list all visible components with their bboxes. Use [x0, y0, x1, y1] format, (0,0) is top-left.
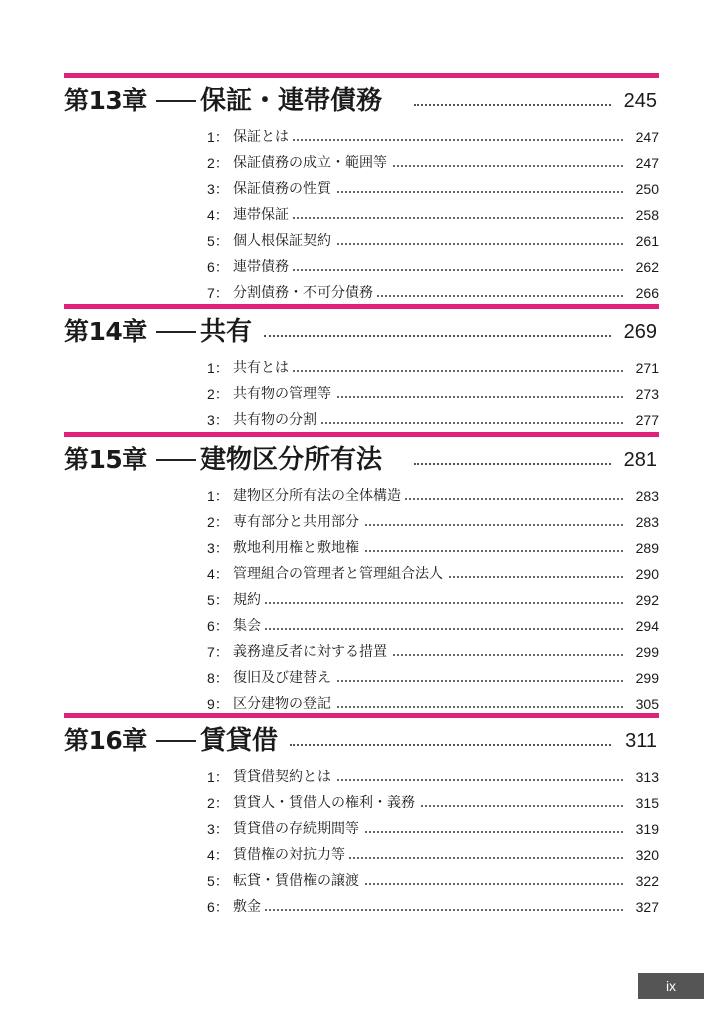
chapter-heading[interactable]	[64, 725, 659, 759]
leader-dots	[237, 628, 623, 630]
section-title: 賃借権の対抗力等	[233, 842, 349, 868]
chapter-heading[interactable]	[64, 85, 659, 119]
section-number: 6：	[207, 618, 229, 634]
leader-dots	[237, 217, 623, 219]
section-title: 義務違反者に対する措置	[233, 639, 391, 665]
toc-entry[interactable]	[207, 842, 659, 868]
section-number: 5：	[207, 233, 229, 249]
section-title: 賃貸人・賃借人の権利・義務	[233, 790, 419, 816]
toc-entry[interactable]	[207, 280, 659, 306]
toc-entry[interactable]	[207, 381, 659, 407]
chapter-number: 第13章	[64, 86, 147, 115]
section-number: 3：	[207, 540, 229, 556]
section-page: 327	[632, 894, 659, 920]
section-title: 賃貸借契約とは	[233, 764, 335, 790]
section-number: 7：	[207, 644, 229, 660]
section-number: 4：	[207, 566, 229, 582]
chapter-rule	[64, 304, 659, 309]
section-number: 6：	[207, 259, 229, 275]
toc-entry[interactable]	[207, 816, 659, 842]
section-title: 共有物の管理等	[233, 381, 335, 407]
leader-dots	[264, 335, 611, 337]
section-title: 建物区分所有法の全体構造	[233, 483, 405, 509]
section-page: 294	[632, 613, 659, 639]
section-title: 敷金	[233, 894, 265, 920]
chapter-title: 保証・連帯債務	[200, 85, 386, 117]
toc-entry[interactable]	[207, 509, 659, 535]
chapter-heading[interactable]	[64, 316, 659, 350]
toc-entry[interactable]	[207, 176, 659, 202]
section-title: 専有部分と共用部分	[233, 509, 363, 535]
section-list	[207, 124, 659, 306]
section-page: 261	[632, 228, 659, 254]
section-page: 299	[632, 665, 659, 691]
section-number: 4：	[207, 847, 229, 863]
chapter-dash	[156, 100, 196, 102]
section-title: 保証とは	[233, 124, 293, 150]
section-title: 敷地利用権と敷地権	[233, 535, 363, 561]
section-number: 4：	[207, 207, 229, 223]
section-number: 5：	[207, 592, 229, 608]
section-list	[207, 764, 659, 920]
chapter-number: 第15章	[64, 445, 147, 474]
section-title: 連帯保証	[233, 202, 293, 228]
section-title: 転貸・賃借権の譲渡	[233, 868, 363, 894]
section-list	[207, 355, 659, 433]
section-number: 5：	[207, 873, 229, 889]
toc-entry[interactable]	[207, 764, 659, 790]
leader-dots	[237, 602, 623, 604]
toc-entry[interactable]	[207, 868, 659, 894]
toc-entry[interactable]	[207, 407, 659, 433]
section-title: 管理組合の管理者と管理組合法人	[233, 561, 447, 587]
toc-entry[interactable]	[207, 613, 659, 639]
chapter-rule	[64, 432, 659, 437]
section-number: 1：	[207, 769, 229, 785]
section-number: 3：	[207, 181, 229, 197]
chapter-page: 269	[618, 317, 657, 347]
leader-dots	[290, 744, 611, 746]
section-page: 313	[632, 764, 659, 790]
toc-entry[interactable]	[207, 894, 659, 920]
leader-dots	[414, 104, 611, 106]
section-number: 1：	[207, 129, 229, 145]
chapter-rule	[64, 73, 659, 78]
section-number: 8：	[207, 670, 229, 686]
section-page: 250	[632, 176, 659, 202]
chapter-title: 共有	[200, 316, 256, 348]
section-page: 305	[632, 691, 659, 717]
section-page: 320	[632, 842, 659, 868]
section-page: 247	[632, 150, 659, 176]
leader-dots	[237, 370, 623, 372]
section-page: 277	[632, 407, 659, 433]
toc-entry[interactable]	[207, 790, 659, 816]
section-title: 集会	[233, 613, 265, 639]
toc-entry[interactable]	[207, 355, 659, 381]
chapter-number: 第16章	[64, 726, 147, 755]
toc-entry[interactable]	[207, 124, 659, 150]
toc-entry[interactable]	[207, 535, 659, 561]
chapter-page: 245	[618, 86, 657, 116]
section-page: 290	[632, 561, 659, 587]
section-page: 289	[632, 535, 659, 561]
chapter-page: 311	[619, 726, 657, 756]
section-number: 2：	[207, 155, 229, 171]
chapter-dash	[156, 331, 196, 333]
section-title: 保証債務の性質	[233, 176, 335, 202]
chapter-dash	[156, 740, 196, 742]
chapter-title: 建物区分所有法	[200, 444, 386, 476]
section-number: 7：	[207, 285, 229, 301]
section-list	[207, 483, 659, 717]
toc-entry[interactable]	[207, 639, 659, 665]
section-number: 6：	[207, 899, 229, 915]
section-page: 299	[632, 639, 659, 665]
toc-entry[interactable]	[207, 150, 659, 176]
section-page: 266	[632, 280, 659, 306]
section-number: 2：	[207, 386, 229, 402]
section-title: 個人根保証契約	[233, 228, 335, 254]
section-title: 保証債務の成立・範囲等	[233, 150, 391, 176]
section-title: 区分建物の登記	[233, 691, 335, 717]
chapter-title: 賃貸借	[200, 725, 282, 757]
section-page: 322	[632, 868, 659, 894]
chapter-dash	[156, 459, 196, 461]
section-page: 315	[632, 790, 659, 816]
chapter-rule	[64, 713, 659, 718]
section-page: 247	[632, 124, 659, 150]
chapter-page: 281	[618, 445, 657, 475]
leader-dots	[237, 909, 623, 911]
section-page: 283	[632, 509, 659, 535]
section-title: 共有とは	[233, 355, 293, 381]
section-title: 規約	[233, 587, 265, 613]
toc-entry[interactable]	[207, 202, 659, 228]
section-title: 連帯債務	[233, 254, 293, 280]
section-number: 3：	[207, 821, 229, 837]
toc-entry[interactable]	[207, 483, 659, 509]
section-number: 1：	[207, 360, 229, 376]
toc-entry[interactable]	[207, 665, 659, 691]
section-page: 258	[632, 202, 659, 228]
chapter-number: 第14章	[64, 317, 147, 346]
section-page: 319	[632, 816, 659, 842]
leader-dots	[237, 269, 623, 271]
toc-entry[interactable]	[207, 587, 659, 613]
section-page: 292	[632, 587, 659, 613]
section-title: 賃貸借の存続期間等	[233, 816, 363, 842]
leader-dots	[414, 463, 611, 465]
section-page: 273	[632, 381, 659, 407]
section-page: 283	[632, 483, 659, 509]
section-title: 分割債務・不可分債務	[233, 280, 377, 306]
toc-entry[interactable]	[207, 254, 659, 280]
page-number-badge: ix	[638, 973, 704, 999]
section-title: 復旧及び建替え	[233, 665, 335, 691]
chapter-heading[interactable]	[64, 444, 659, 478]
section-number: 3：	[207, 412, 229, 428]
section-number: 2：	[207, 795, 229, 811]
section-page: 271	[632, 355, 659, 381]
toc-entry[interactable]	[207, 228, 659, 254]
toc-entry[interactable]	[207, 561, 659, 587]
section-number: 1：	[207, 488, 229, 504]
section-number: 9：	[207, 696, 229, 712]
section-page: 262	[632, 254, 659, 280]
leader-dots	[237, 139, 623, 141]
section-number: 2：	[207, 514, 229, 530]
section-title: 共有物の分割	[233, 407, 321, 433]
